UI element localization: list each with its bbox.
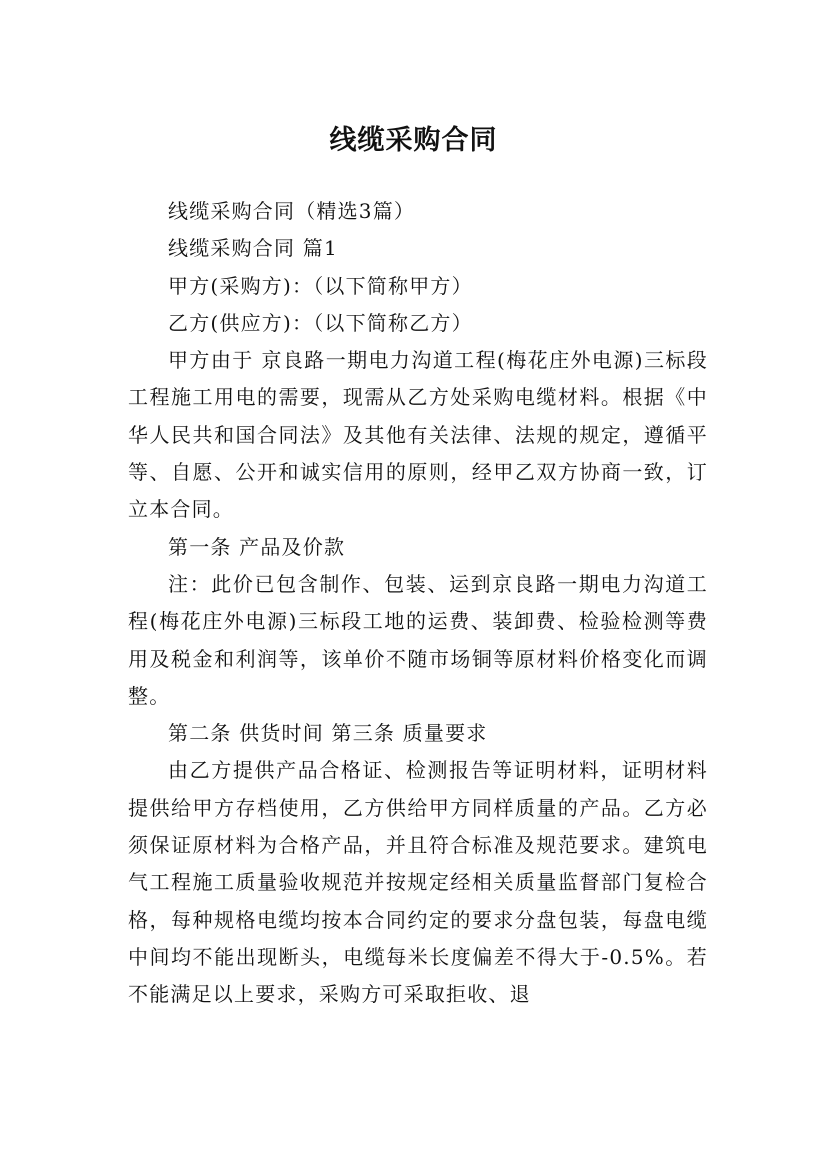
paragraph-price-note: 注：此价已包含制作、包装、运到京良路一期电力沟道工程(梅花庄外电源)三标段工地的运费、装卸费、检验检测等费用及税金和利润等，该单价不随市场铜等原材料价格变化而调整。 (128, 571, 708, 708)
paragraph-preamble: 甲方由于 京良路一期电力沟道工程(梅花庄外电源)三标段 工程施工用电的需要，现需从乙方处采购电缆材料。根据《中华人民共和国合同法》及其他有关法律、法规的规定，遵循平等、自愿、公开和诚实信用的原则，经甲乙双方协商一致，订立本合同。 (128, 348, 708, 522)
paragraph-party-a: 甲方(采购方)：（以下简称甲方） (168, 273, 473, 298)
paragraph-quality-requirements: 由乙方提供产品合格证、检测报告等证明材料，证明材料提供给甲方存档使用，乙方供给甲方同样质量的产品。乙方必须保证原材料为合格产品，并且符合标准及规范要求。建筑电气工程施工质量验收规范并按规定经相关质量监督部门复检合格，每种规格电缆均按本合同约定的要求分盘包装，每盘电缆中间均不能出现断头，电缆每米长度偏差不得大于-0.5%。若不能满足以上要求，采购方可采取拒收、退 (128, 758, 708, 1007)
paragraph-collection-heading: 线缆采购合同（精选3篇） (168, 199, 416, 223)
paragraph-article-heading: 线缆采购合同 篇1 (168, 236, 338, 261)
paragraph-party-b: 乙方(供应方)：（以下简称乙方） (168, 310, 473, 335)
paragraph-clause-2-3-heading: 第二条 供货时间 第三条 质量要求 (168, 721, 488, 746)
document-title: 线缆采购合同 (329, 125, 498, 157)
paragraph-clause-1-heading: 第一条 产品及价款 (168, 534, 346, 559)
document-body (128, 193, 708, 1014)
